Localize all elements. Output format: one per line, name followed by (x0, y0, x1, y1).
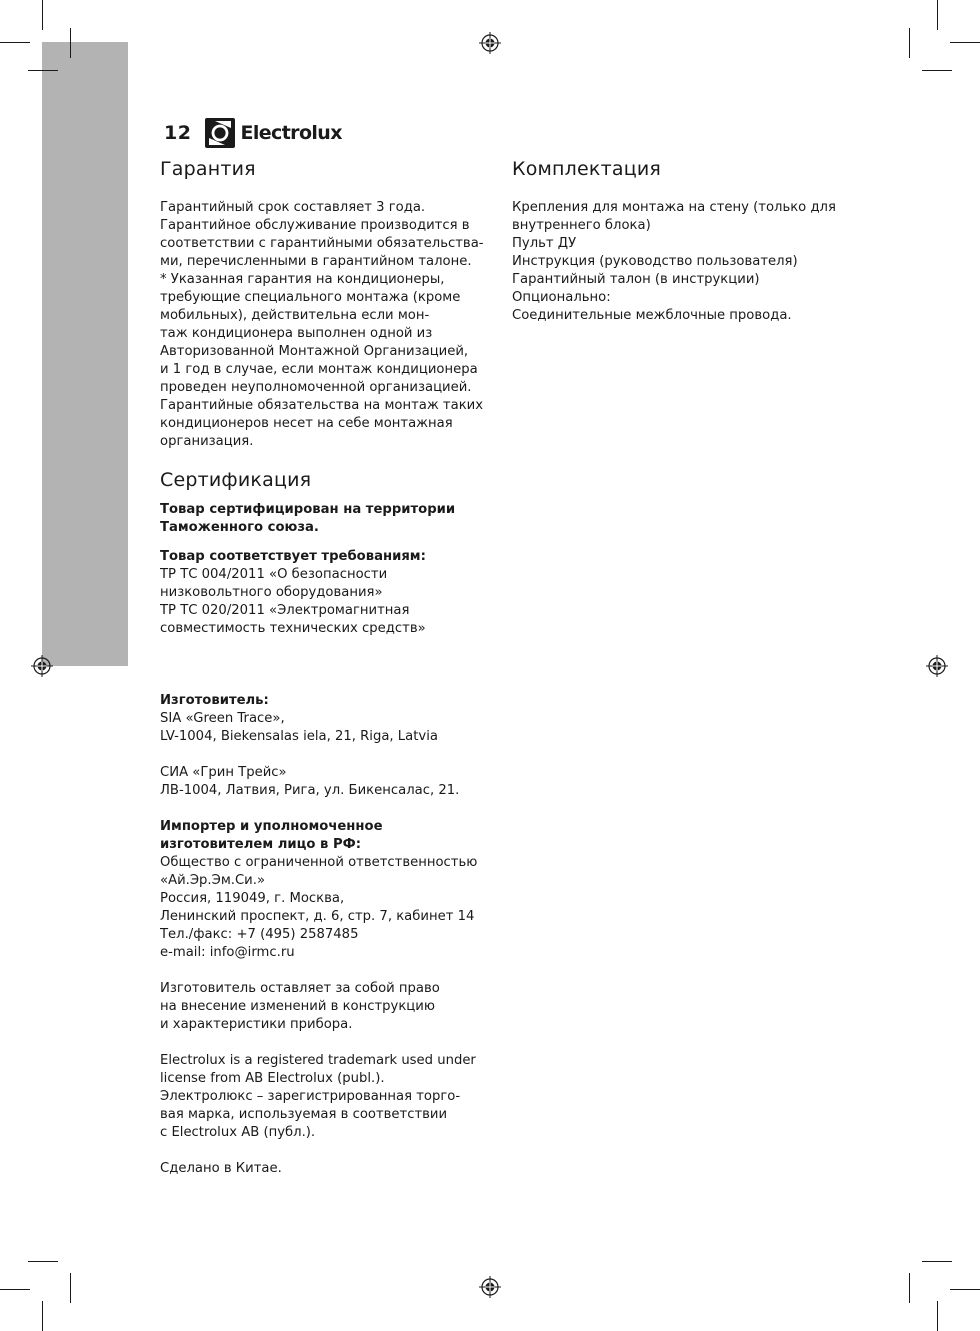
crop-mark (937, 1301, 938, 1331)
text-line: Товар сертифицирован на территории (160, 502, 456, 517)
crop-mark (922, 70, 952, 71)
crop-mark (28, 1261, 58, 1262)
text-line: мобильных), действительна если мон- (160, 308, 430, 323)
requirements-heading: Товар соответствует требованиям: (160, 549, 426, 564)
page-number: 12 (164, 122, 192, 144)
text-line: совместимость технических средств» (160, 621, 426, 636)
registration-mark-icon (31, 655, 53, 677)
text-line: Крепления для монтажа на стену (только для (512, 200, 836, 215)
crop-mark (922, 1261, 952, 1262)
text-line: кондиционеров несет на себе монтажная (160, 416, 453, 431)
crop-mark (28, 70, 58, 71)
crop-mark (0, 42, 30, 43)
certification-requirements (160, 548, 500, 638)
text-line: проведен неуполномоченной организацией. (160, 380, 472, 395)
text-line: Общество с ограниченной ответственностью (160, 855, 478, 870)
crop-mark (950, 1289, 980, 1290)
registration-mark-icon (479, 1276, 501, 1298)
text-line: Гарантийные обязательства на монтаж таких (160, 398, 484, 413)
electrolux-logo (205, 118, 341, 148)
text-line: ТР ТС 020/2011 «Электромагнитная (160, 603, 410, 618)
registration-mark-icon (926, 655, 948, 677)
text-line: таж кондиционера выполнен одной из (160, 326, 433, 341)
text-line: соответствии с гарантийными обязательства- (160, 236, 484, 251)
text-line: внутреннего блока) (512, 218, 651, 233)
crop-mark (42, 0, 43, 30)
right-column (512, 158, 892, 325)
text-line: Electrolux is a registered trademark used under (160, 1053, 476, 1068)
text-line: на внесение изменений в конструкцию (160, 999, 435, 1014)
crop-mark (70, 1273, 71, 1303)
contents-title: Комплектация (512, 158, 662, 180)
crop-mark (950, 42, 980, 43)
text-line: * Указанная гарантия на кондиционеры, (160, 272, 445, 287)
importer-heading: изготовителем лицо в РФ: (160, 837, 361, 852)
text-line: требующие специального монтажа (кроме (160, 290, 461, 305)
contents-list (512, 199, 892, 325)
text-line: ТР ТС 004/2011 «О безопасности (160, 567, 388, 582)
text-line: и 1 год в случае, если монтаж кондиционера (160, 362, 478, 377)
text-line: Соединительные межблочные провода. (512, 308, 792, 323)
text-line: Таможенного союза. (160, 520, 319, 535)
text-line: с Electrolux AB (публ.). (160, 1125, 316, 1140)
crop-mark (42, 1301, 43, 1331)
side-band (42, 42, 128, 666)
brand-name: Electrolux (240, 122, 342, 144)
text-line: license from AB Electrolux (publ.). (160, 1071, 385, 1086)
text-line: Изготовитель оставляет за собой право (160, 981, 440, 996)
importer-heading: Импортер и уполномоченное (160, 819, 383, 834)
manufacturer-heading: Изготовитель: (160, 693, 269, 708)
text-line: SIA «Green Trace», (160, 711, 285, 726)
importer-block (160, 818, 500, 962)
email-text: e-mail: info@irmc.ru (160, 945, 295, 960)
crop-mark (70, 28, 71, 58)
text-line: низковольтного оборудования» (160, 585, 383, 600)
text-line: ми, перечисленными в гарантийном талоне. (160, 254, 472, 269)
text-line: Инструкция (руководство пользователя) (512, 254, 798, 269)
text-line: СИА «Грин Трейс» (160, 765, 287, 780)
warranty-text (160, 199, 500, 451)
manufacturer-block (160, 692, 500, 800)
text-line: ЛВ-1004, Латвия, Рига, ул. Бикенсалас, 21. (160, 783, 460, 798)
trademark-notice (160, 1052, 500, 1142)
text-line: «Ай.Эр.Эм.Си.» (160, 873, 266, 888)
left-column (160, 158, 500, 1178)
text-line: Гарантийный срок составляет 3 года. (160, 200, 426, 215)
text-line: Россия, 119049, г. Москва, (160, 891, 345, 906)
certification-statement (160, 501, 500, 537)
text-line: Пульт ДУ (512, 236, 577, 251)
crop-mark (909, 1273, 910, 1303)
text-line: Гарантийный талон (в инструкции) (512, 272, 760, 287)
registration-mark-icon (479, 32, 501, 54)
text-line: и характеристики прибора. (160, 1017, 353, 1032)
crop-mark (0, 1289, 30, 1290)
electrolux-logo-icon (205, 118, 235, 148)
text-line: Сделано в Китае. (160, 1161, 282, 1176)
made-in (160, 1160, 500, 1178)
changes-notice (160, 980, 500, 1034)
crop-mark (937, 0, 938, 30)
text-line: Опционально: (512, 290, 611, 305)
warranty-title: Гарантия (160, 158, 256, 180)
text-line: Ленинский проспект, д. 6, стр. 7, кабинет 14 (160, 909, 475, 924)
text-line: Гарантийное обслуживание производится в (160, 218, 470, 233)
crop-mark (909, 28, 910, 58)
text-line: LV-1004, Biekensalas iela, 21, Riga, Latvia (160, 729, 438, 744)
text-line: Электролюкс – зарегистрированная торго- (160, 1089, 461, 1104)
text-line: Авторизованной Монтажной Организацией, (160, 344, 469, 359)
page-header (164, 116, 342, 150)
text-line: вая марка, используемая в соответствии (160, 1107, 448, 1122)
certification-title: Сертификация (160, 469, 312, 491)
text-line: Тел./факс: +7 (495) 2587485 (160, 927, 359, 942)
text-line: организация. (160, 434, 254, 449)
